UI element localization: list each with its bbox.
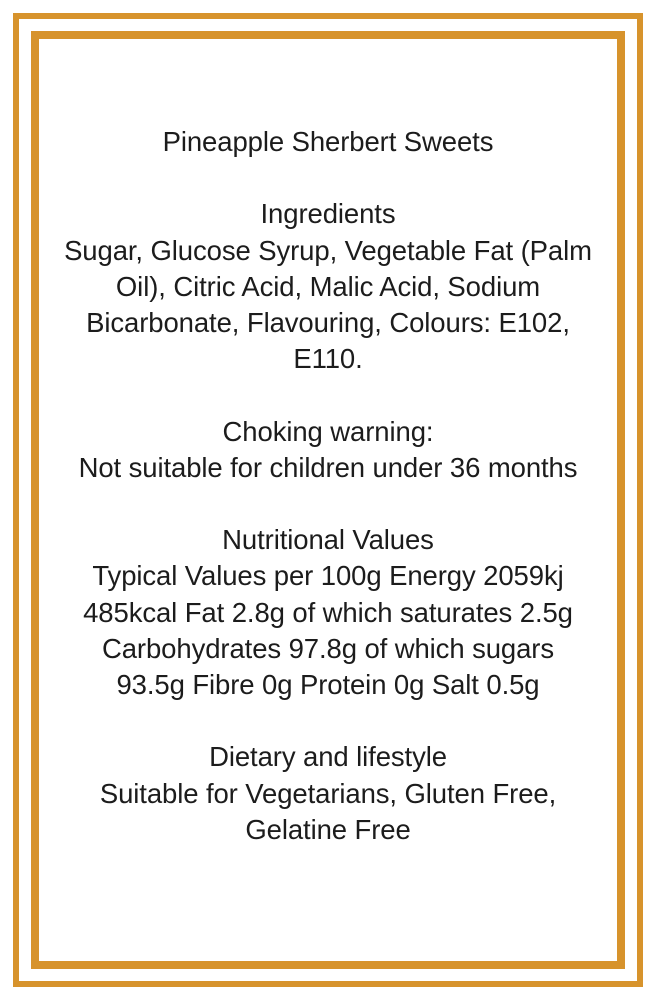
ingredients-heading: Ingredients <box>260 198 396 230</box>
outer-border-frame <box>13 13 643 987</box>
title-section <box>39 124 617 160</box>
label-content <box>39 39 617 961</box>
dietary-lifestyle-heading: Dietary and lifestyle <box>209 741 447 773</box>
ingredients-line: E110. <box>293 343 363 375</box>
choking-warning-line: Not suitable for children under 36 months <box>78 451 578 483</box>
nutritional-values-line: 93.5g Fibre 0g Protein 0g Salt 0.5g <box>116 669 540 700</box>
nutritional-values-section <box>39 522 617 703</box>
ingredients-line: Sugar, Glucose Syrup, Vegetable Fat (Palm <box>64 234 592 266</box>
ingredients-section <box>39 196 617 377</box>
choking-warning-heading: Choking warning: <box>222 415 434 447</box>
dietary-lifestyle-line: Suitable for Vegetarians, Gluten Free, <box>99 777 557 809</box>
dietary-lifestyle-section <box>39 739 617 848</box>
nutritional-values-line: 485kcal Fat 2.8g of which saturates 2.5g <box>83 596 573 628</box>
product-title: Pineapple Sherbert Sweets <box>162 126 494 157</box>
ingredients-line: Bicarbonate, Flavouring, Colours: E102, <box>86 307 570 338</box>
nutritional-values-line: Typical Values per 100g Energy 2059kj <box>92 560 564 592</box>
inner-border-frame <box>31 31 625 969</box>
nutritional-values-line: Carbohydrates 97.8g of which sugars <box>101 632 555 664</box>
ingredients-line: Oil), Citric Acid, Malic Acid, Sodium <box>115 270 541 302</box>
dietary-lifestyle-line: Gelatine Free <box>245 813 411 845</box>
nutritional-values-heading: Nutritional Values <box>222 524 434 556</box>
choking-warning-section <box>39 414 617 486</box>
